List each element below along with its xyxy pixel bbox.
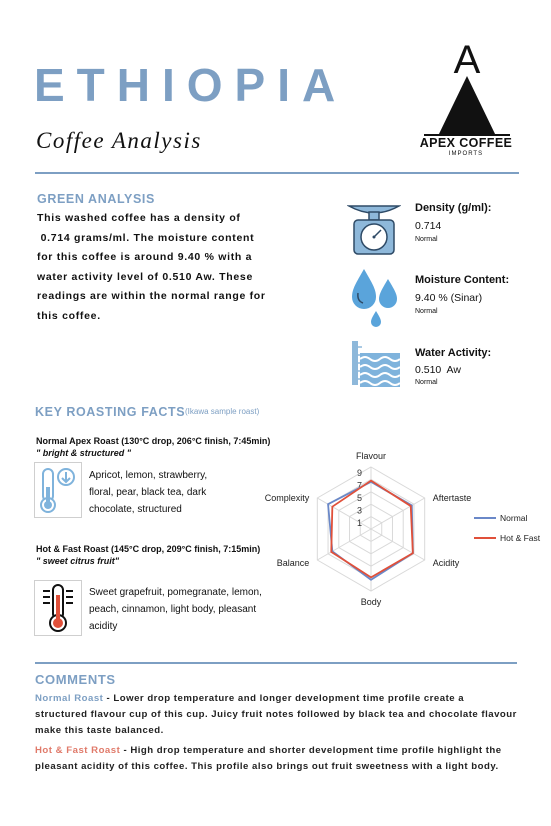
logo-sub: IMPORTS bbox=[448, 151, 484, 157]
green-line: this coffee. bbox=[37, 309, 101, 322]
logo-letter: A bbox=[453, 38, 481, 82]
green-analysis-heading: GREEN ANALYSIS bbox=[37, 192, 155, 206]
thermometer-cool-icon bbox=[35, 463, 81, 517]
water-waves-icon bbox=[350, 339, 402, 389]
density-note: Normal bbox=[415, 236, 438, 243]
water-activity-note: Normal bbox=[415, 379, 438, 386]
scale-icon bbox=[347, 200, 401, 256]
roasting-note: (Ikawa sample roast) bbox=[185, 407, 260, 416]
thermometer-hot-icon bbox=[35, 581, 81, 635]
radar-tick-label: 3 bbox=[357, 505, 363, 516]
green-line: readings are within the normal range for bbox=[37, 290, 266, 302]
normal-roast-icon-box bbox=[34, 462, 82, 518]
radar-spoke bbox=[371, 498, 425, 529]
radar-axis-label: Balance bbox=[276, 558, 310, 568]
divider-top bbox=[35, 172, 519, 174]
desc-line: Sweet grapefruit, pomegranate, lemon, bbox=[89, 587, 262, 598]
radar-axis-label: Complexity bbox=[264, 493, 310, 503]
radar-spoke bbox=[317, 498, 371, 529]
radar-spoke bbox=[317, 529, 371, 560]
desc-line: Apricot, lemon, strawberry, bbox=[89, 470, 208, 481]
divider-comments bbox=[35, 662, 517, 664]
fast-roast-title: Hot & Fast Roast (145°C drop, 209°C finish, 7:15min) bbox=[36, 544, 261, 554]
country-title: ETHIOPIA bbox=[34, 59, 348, 111]
green-line: water activity level of 0.510 Aw. These bbox=[37, 270, 254, 283]
normal-roast-desc bbox=[89, 467, 207, 518]
comment-normal bbox=[35, 691, 519, 739]
page-subtitle: Coffee Analysis bbox=[36, 128, 202, 153]
green-line: 0.714 grams/ml. The moisture content bbox=[37, 231, 255, 244]
density-value: 0.714 bbox=[415, 220, 442, 232]
radar-spoke bbox=[371, 529, 425, 560]
moisture-note: Normal bbox=[415, 308, 438, 315]
normal-roast-tagline: " bright & structured " bbox=[36, 448, 132, 458]
comment-normal-label: Normal Roast bbox=[35, 693, 104, 704]
fast-roast-tagline: " sweet citrus fruit" bbox=[36, 556, 120, 566]
desc-line: floral, pear, black tea, dark bbox=[89, 487, 207, 498]
green-line: for this coffee is around 9.40 % with a bbox=[37, 251, 253, 263]
legend-label: Normal bbox=[500, 513, 528, 523]
desc-line: peach, cinnamon, light body, pleasant bbox=[89, 604, 257, 615]
radar-tick-label: 1 bbox=[357, 517, 363, 528]
moisture-value: 9.40 % (Sinar) bbox=[415, 292, 483, 304]
green-analysis-text bbox=[37, 209, 287, 326]
legend-label: Hot & Fast bbox=[500, 533, 541, 543]
comment-normal-text: - Lower drop temperature and longer development time profile create a structured flavour cup of this cup. Juicy fruit notes followed by black tea and chocolate flavour make this taste balanced. bbox=[35, 693, 517, 736]
comment-fast-label: Hot & Fast Roast bbox=[35, 745, 121, 756]
moisture-label: Moisture Content: bbox=[415, 274, 510, 286]
radar-tick-label: 7 bbox=[357, 480, 363, 491]
desc-line: acidity bbox=[89, 621, 118, 632]
comment-fast-text: - High drop temperature and shorter development time profile highlight the pleasant acidity of this coffee. This profile also brings out fruit sweetness with a light body. bbox=[35, 745, 502, 772]
roasting-heading: KEY ROASTING FACTS bbox=[35, 405, 186, 419]
desc-line: chocolate, structured bbox=[89, 504, 182, 515]
comment-fast bbox=[35, 743, 519, 775]
water-activity-label: Water Activity: bbox=[415, 347, 492, 359]
water-drops-icon bbox=[350, 267, 402, 329]
radar-axis-label: Aftertaste bbox=[432, 493, 472, 503]
radar-chart bbox=[238, 424, 551, 636]
normal-roast-title: Normal Apex Roast (130°C drop, 206°C finish, 7:45min) bbox=[36, 436, 271, 446]
comments-heading: COMMENTS bbox=[35, 672, 116, 687]
fast-roast-desc bbox=[89, 584, 262, 635]
fast-roast-icon-box bbox=[34, 580, 82, 636]
radar-tick-label: 5 bbox=[357, 493, 363, 503]
water-activity-value: 0.510 Aw bbox=[415, 364, 461, 376]
green-line: This washed coffee has a density of bbox=[37, 212, 241, 224]
radar-axis-label: Body bbox=[360, 597, 382, 607]
radar-axis-label: Flavour bbox=[355, 451, 387, 461]
radar-tick-label: 9 bbox=[357, 468, 363, 479]
radar-axis-label: Acidity bbox=[432, 558, 460, 568]
density-label: Density (g/ml): bbox=[415, 202, 492, 214]
logo-name: APEX COFFEE bbox=[419, 136, 513, 150]
